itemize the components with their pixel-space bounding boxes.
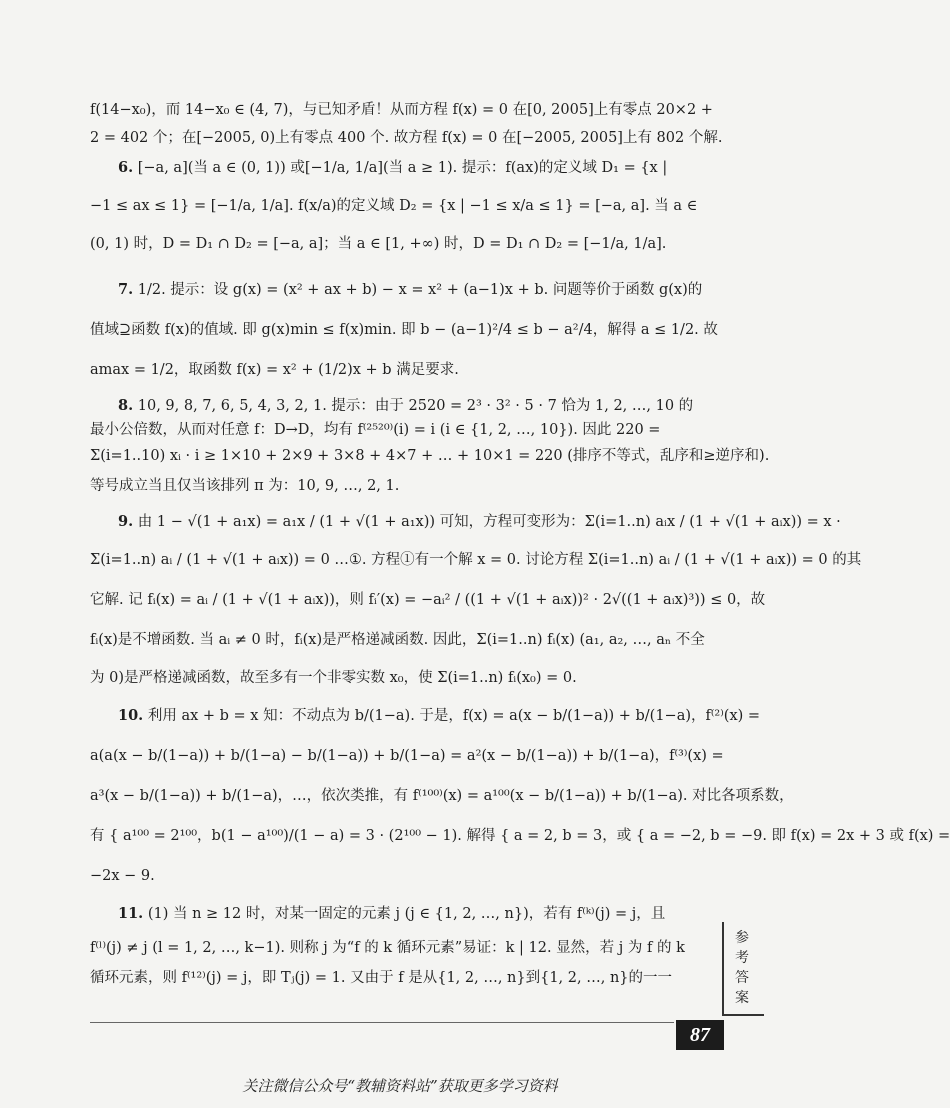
text-line	[90, 420, 710, 440]
line-text: 为 0)是严格递减函数，故至多有一个非零实数 x₀，使 Σ(i=1..n) fᵢ(x₀) = 0.	[90, 670, 577, 686]
line-text: 由 1 − √(1 + a₁x) = a₁x / (1 + √(1 + a₁x)) 可知，方程可变形为：Σ(i=1..n) aᵢx / (1 + √(1 + aᵢx)) = x ·	[137, 514, 841, 530]
problem-number: 10.	[118, 707, 144, 724]
line-text: Σ(i=1..10) xᵢ · i ≥ 1×10 + 2×9 + 3×8 + 4×7 + … + 10×1 = 220 (排序不等式，乱序和≥逆序和).	[90, 448, 770, 464]
problem-line	[118, 706, 761, 726]
text-line	[90, 746, 724, 766]
line-text: f⁽ˡ⁾(j) ≠ j (l = 1, 2, …, k−1). 则称 j 为“f 的 k 循环元素”易证：k | 12. 显然，若 j 为 f 的 k	[90, 940, 685, 956]
footer-watermark: 关注微信公众号“教辅资料站”获取更多学习资料	[242, 1077, 558, 1095]
line-text: 它解. 记 fᵢ(x) = aᵢ / (1 + √(1 + aᵢx))，则 fᵢ′(x) = −aᵢ² / ((1 + √(1 + aᵢx))² · 2√((1 + aᵢx)³)) ≤ 0，故	[90, 592, 766, 608]
line-text: a³(x − b/(1−a)) + b/(1−a)，…，依次类推，有 f⁽¹⁰⁰⁾(x) = a¹⁰⁰(x − b/(1−a)) + b/(1−a). 对比各项系数，	[90, 788, 794, 804]
page-number: 87	[676, 1020, 724, 1050]
text-line	[90, 968, 710, 988]
text-line	[90, 234, 710, 254]
line-text: 最小公倍数，从而对任意 f：D→D，均有 f⁽²⁵²⁰⁾(i) = i (i ∈ {1, 2, …, 10}). 因此 220 =	[90, 422, 661, 438]
text-line	[90, 866, 710, 886]
problem-line	[118, 904, 710, 924]
line-text: Σ(i=1..n) aᵢ / (1 + √(1 + aᵢx)) = 0 …①. 方程①有一个解 x = 0. 讨论方程 Σ(i=1..n) aᵢ / (1 + √(1 + aᵢx)) = 0 的其	[90, 552, 862, 568]
sidebar-label: 参 考 答 案	[735, 930, 749, 1006]
text-line	[90, 938, 710, 958]
line-text: 有 { a¹⁰⁰ = 2¹⁰⁰，b(1 − a¹⁰⁰)/(1 − a) = 3 · (2¹⁰⁰ − 1). 解得 { a = 2, b = 3，或 { a = −2, b = −9. 即 f(x) = 2x + 3 或 f(x) =	[90, 828, 950, 844]
line-text: −1 ≤ ax ≤ 1} = [−1/a, 1/a]. f(x/a)的定义域 D₂ = {x | −1 ≤ x/a ≤ 1} = [−a, a]. 当 a ∈	[90, 198, 698, 214]
text-line	[90, 476, 710, 496]
text-line	[90, 128, 723, 148]
problem-line	[118, 280, 710, 300]
problem-number: 11.	[118, 905, 144, 922]
problem-number: 6.	[118, 159, 134, 176]
problem-number: 7.	[118, 281, 134, 298]
line-text: (0, 1) 时，D = D₁ ∩ D₂ = [−a, a]；当 a ∈ [1, +∞) 时，D = D₁ ∩ D₂ = [−1/a, 1/a].	[90, 236, 667, 252]
text-line	[90, 668, 710, 688]
problem-line	[118, 396, 710, 416]
line-text: 利用 ax + b = x 知：不动点为 b/(1−a). 于是，f(x) = a(x − b/(1−a)) + b/(1−a)，f⁽²⁾(x) =	[147, 708, 761, 724]
bottom-rule	[90, 1022, 674, 1023]
line-text: 10, 9, 8, 7, 6, 5, 4, 3, 2, 1. 提示：由于 2520 = 2³ · 3² · 5 · 7 恰为 1, 2, …, 10 的	[137, 398, 694, 414]
text-line	[90, 446, 770, 466]
text-line	[90, 100, 713, 120]
text-line	[90, 196, 710, 216]
line-text: 等号成立当且仅当该排列 π 为：10, 9, …, 2, 1.	[90, 478, 400, 494]
text-line	[90, 826, 950, 846]
line-text: (1) 当 n ≥ 12 时，对某一固定的元素 j (j ∈ {1, 2, …, n})，若有 f⁽ᵏ⁾(j) = j，且	[147, 906, 666, 922]
text-line	[90, 360, 710, 380]
line-text: amax = 1/2，取函数 f(x) = x² + (1/2)x + b 满足要求.	[90, 362, 459, 378]
line-text: 值域⊇函数 f(x)的值域. 即 g(x)min ≤ f(x)min. 即 b − (a−1)²/4 ≤ b − a²/4，解得 a ≤ 1/2. 故	[90, 322, 718, 338]
line-text: a(a(x − b/(1−a)) + b/(1−a) − b/(1−a)) + b/(1−a) = a²(x − b/(1−a)) + b/(1−a)，f⁽³⁾(x) =	[90, 748, 724, 764]
line-text: 1/2. 提示：设 g(x) = (x² + ax + b) − x = x² + (a−1)x + b. 问题等价于函数 g(x)的	[137, 282, 703, 298]
text-line	[90, 630, 710, 650]
line-text: [−a, a](当 a ∈ (0, 1)) 或[−1/a, 1/a](当 a ≥ 1). 提示：f(ax)的定义域 D₁ = {x |	[137, 160, 668, 176]
text-line	[90, 320, 718, 340]
problem-number: 8.	[118, 397, 134, 414]
line-text: 2 = 402 个；在[−2005, 0)上有零点 400 个. 故方程 f(x) = 0 在[−2005, 2005]上有 802 个解.	[90, 130, 723, 146]
text-line	[90, 590, 766, 610]
text-line	[90, 550, 862, 570]
line-text: f(14−x₀)，而 14−x₀ ∈ (4, 7)，与已知矛盾！从而方程 f(x) = 0 在[0, 2005]上有零点 20×2 +	[90, 102, 713, 118]
line-text: −2x − 9.	[90, 868, 155, 884]
problem-line	[118, 158, 710, 178]
text-line	[90, 786, 794, 806]
problem-number: 9.	[118, 513, 134, 530]
line-text: fᵢ(x)是不增函数. 当 aᵢ ≠ 0 时，fᵢ(x)是严格递减函数. 因此，Σ(i=1..n) fᵢ(x) (a₁, a₂, …, aₙ 不全	[90, 632, 705, 648]
line-text: 循环元素，则 f⁽¹²⁾(j) = j，即 Tⱼ(j) = 1. 又由于 f 是从{1, 2, …, n}到{1, 2, …, n}的一一	[90, 970, 673, 986]
problem-line	[118, 512, 841, 532]
